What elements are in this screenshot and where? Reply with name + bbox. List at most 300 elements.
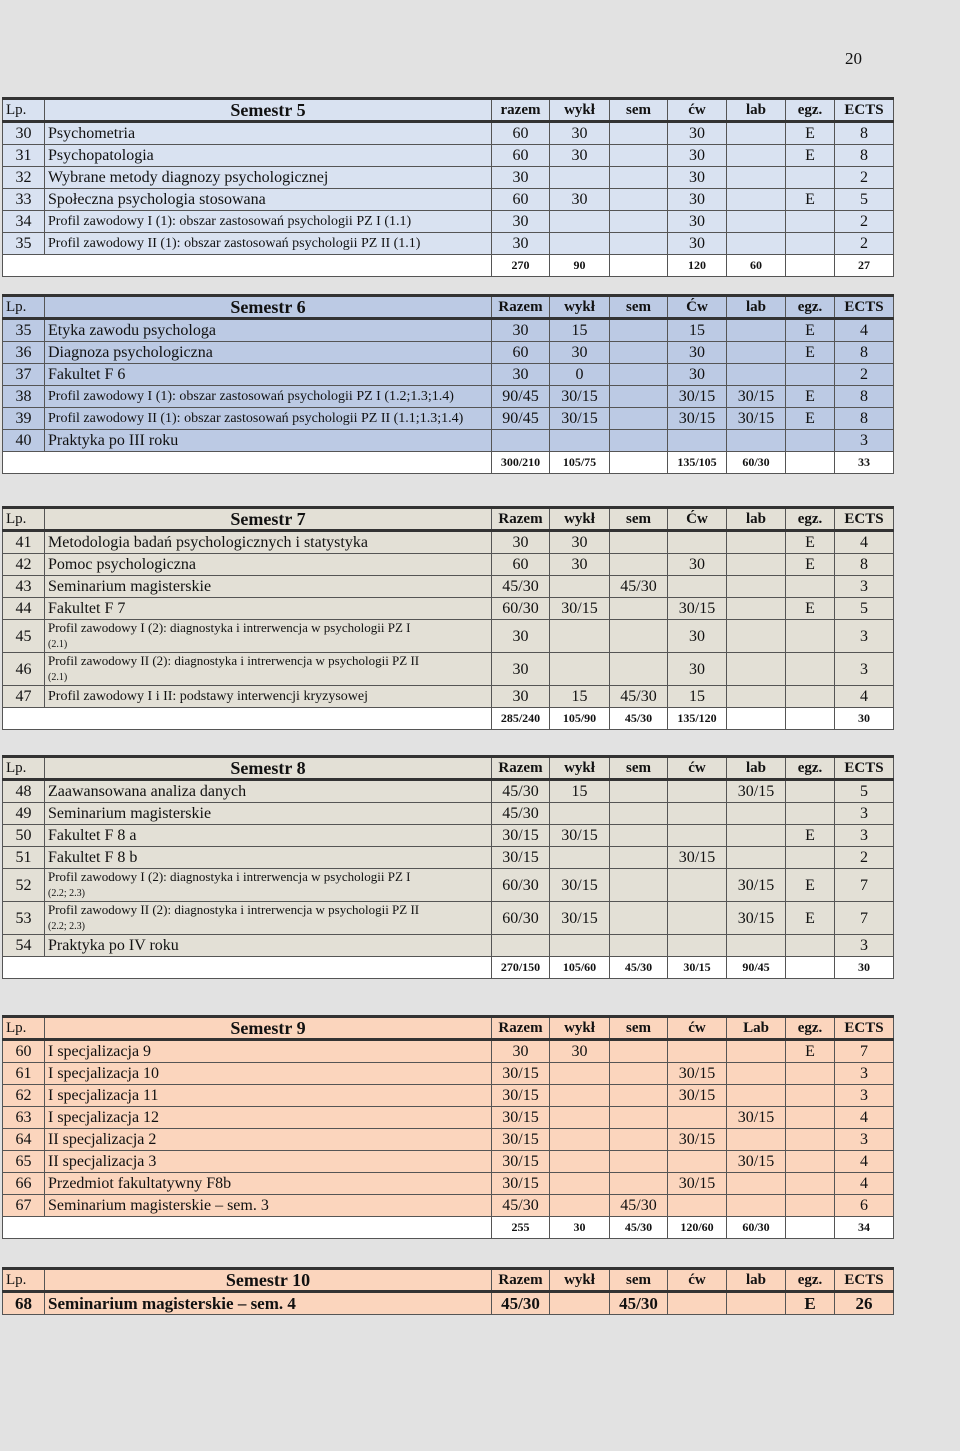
hours-cell: 30/15 — [668, 598, 727, 620]
course-name: Praktyka po IV roku — [45, 935, 492, 957]
course-name: I specjalizacja 10 — [45, 1063, 492, 1085]
hours-cell — [727, 122, 786, 145]
hours-cell — [550, 576, 610, 598]
row-number: 47 — [3, 686, 45, 708]
hours-cell — [668, 1151, 727, 1173]
hours-cell — [610, 342, 668, 364]
hours-cell: 15 — [668, 319, 727, 342]
hours-cell: E — [786, 408, 835, 430]
row-number: 63 — [3, 1107, 45, 1129]
hours-cell — [786, 686, 835, 708]
hours-cell: 8 — [835, 554, 894, 576]
hours-cell — [727, 364, 786, 386]
sum-cell: 120 — [668, 255, 727, 277]
sum-cell: 135/105 — [668, 452, 727, 474]
course-row — [3, 386, 894, 408]
hours-cell: 30 — [550, 145, 610, 167]
column-header: Ćw — [668, 508, 727, 531]
hours-cell — [610, 1085, 668, 1107]
course-row — [3, 935, 894, 957]
sum-cell — [786, 1217, 835, 1239]
course-name: Diagnoza psychologiczna — [45, 342, 492, 364]
hours-cell: 30 — [550, 1040, 610, 1063]
hours-cell — [786, 233, 835, 255]
course-row — [3, 167, 894, 189]
course-name: Fakultet F 6 — [45, 364, 492, 386]
hours-cell: 26 — [835, 1292, 894, 1315]
sum-cell: 45/30 — [610, 708, 668, 730]
column-header: wykł — [550, 757, 610, 780]
hours-cell: 30 — [492, 653, 550, 686]
hours-cell — [610, 1107, 668, 1129]
hours-cell — [610, 167, 668, 189]
hours-cell — [727, 1040, 786, 1063]
course-row — [3, 122, 894, 145]
column-header: wykł — [550, 296, 610, 319]
hours-cell: 8 — [835, 145, 894, 167]
course-name: Fakultet F 8 a — [45, 825, 492, 847]
course-row — [3, 1151, 894, 1173]
course-row — [3, 847, 894, 869]
row-number: 33 — [3, 189, 45, 211]
semester-8-table — [2, 755, 893, 979]
hours-cell: E — [786, 869, 835, 902]
hours-cell: E — [786, 386, 835, 408]
hours-cell — [727, 1195, 786, 1217]
hours-cell — [610, 408, 668, 430]
column-header: lab — [727, 757, 786, 780]
hours-cell — [786, 1063, 835, 1085]
course-row — [3, 620, 894, 653]
sum-cell: 30 — [550, 1217, 610, 1239]
hours-cell: E — [786, 902, 835, 935]
hours-cell — [727, 1173, 786, 1195]
hours-cell: 30 — [492, 364, 550, 386]
hours-cell: 0 — [550, 364, 610, 386]
column-header: Ćw — [668, 296, 727, 319]
hours-cell: 2 — [835, 847, 894, 869]
hours-cell: 30 — [492, 531, 550, 554]
hours-cell: 90/45 — [492, 386, 550, 408]
hours-cell: 2 — [835, 233, 894, 255]
hours-cell: 4 — [835, 686, 894, 708]
hours-cell: E — [786, 122, 835, 145]
hours-cell: 30/15 — [727, 408, 786, 430]
hours-cell — [492, 935, 550, 957]
hours-cell — [492, 430, 550, 452]
hours-cell — [786, 620, 835, 653]
column-header: ECTS — [835, 1017, 894, 1040]
column-header: sem — [610, 99, 668, 122]
hours-cell: 30/15 — [727, 1107, 786, 1129]
hours-cell: 45/30 — [610, 1195, 668, 1217]
column-header: egz. — [786, 508, 835, 531]
hours-cell: 4 — [835, 1173, 894, 1195]
hours-cell — [610, 935, 668, 957]
column-header: Razem — [492, 508, 550, 531]
semester-header-row — [3, 1269, 894, 1292]
semester-title: Semestr 8 — [45, 757, 492, 780]
hours-cell — [727, 620, 786, 653]
hours-cell: 30/15 — [668, 1173, 727, 1195]
hours-cell — [610, 554, 668, 576]
hours-cell — [550, 1129, 610, 1151]
course-row — [3, 554, 894, 576]
hours-cell: 30 — [668, 211, 727, 233]
hours-cell — [610, 902, 668, 935]
hours-cell — [550, 1085, 610, 1107]
hours-cell — [610, 364, 668, 386]
hours-cell — [668, 531, 727, 554]
hours-cell: 30/15 — [550, 408, 610, 430]
sum-cell: 105/90 — [550, 708, 610, 730]
hours-cell: 30/15 — [492, 825, 550, 847]
hours-cell: 5 — [835, 189, 894, 211]
hours-cell: 30/15 — [668, 386, 727, 408]
hours-cell — [727, 342, 786, 364]
hours-cell: 3 — [835, 803, 894, 825]
hours-cell: 2 — [835, 364, 894, 386]
course-row — [3, 1173, 894, 1195]
row-number: 44 — [3, 598, 45, 620]
row-number: 39 — [3, 408, 45, 430]
hours-cell — [550, 1107, 610, 1129]
hours-cell: 30/15 — [492, 1129, 550, 1151]
hours-cell — [727, 825, 786, 847]
hours-cell: 30 — [492, 233, 550, 255]
hours-cell — [727, 531, 786, 554]
hours-cell: 3 — [835, 935, 894, 957]
hours-cell — [727, 211, 786, 233]
column-header: ECTS — [835, 757, 894, 780]
column-header: razem — [492, 99, 550, 122]
hours-cell — [610, 211, 668, 233]
hours-cell — [610, 122, 668, 145]
hours-cell — [610, 1151, 668, 1173]
course-name: Fakultet F 7 — [45, 598, 492, 620]
course-name: I specjalizacja 11 — [45, 1085, 492, 1107]
hours-cell: 30 — [492, 167, 550, 189]
hours-cell — [786, 935, 835, 957]
sum-cell: 90 — [550, 255, 610, 277]
hours-cell: 4 — [835, 531, 894, 554]
hours-cell: 30 — [668, 189, 727, 211]
lp-header: Lp. — [3, 296, 45, 319]
lp-header: Lp. — [3, 757, 45, 780]
hours-cell: 4 — [835, 1107, 894, 1129]
course-name: Społeczna psychologia stosowana — [45, 189, 492, 211]
row-number: 31 — [3, 145, 45, 167]
hours-cell — [668, 1195, 727, 1217]
semester-header-row — [3, 296, 894, 319]
hours-cell — [610, 531, 668, 554]
hours-cell: 45/30 — [610, 686, 668, 708]
hours-cell — [727, 1085, 786, 1107]
semester-9-table — [2, 1015, 893, 1239]
hours-cell: 30/15 — [668, 1063, 727, 1085]
row-number: 51 — [3, 847, 45, 869]
hours-cell: 4 — [835, 1151, 894, 1173]
hours-cell — [786, 780, 835, 803]
semester-header-row — [3, 757, 894, 780]
sum-cell — [610, 255, 668, 277]
hours-cell: 90/45 — [492, 408, 550, 430]
hours-cell: 60 — [492, 145, 550, 167]
hours-cell — [786, 430, 835, 452]
column-header: lab — [727, 99, 786, 122]
course-name: Profil zawodowy I i II: podstawy interwencji kryzysowej — [45, 686, 492, 708]
row-number: 40 — [3, 430, 45, 452]
course-name: II specjalizacja 3 — [45, 1151, 492, 1173]
course-row — [3, 803, 894, 825]
semester-title: Semestr 9 — [45, 1017, 492, 1040]
sum-cell: 135/120 — [668, 708, 727, 730]
column-header: ECTS — [835, 508, 894, 531]
column-header: Lab — [727, 1017, 786, 1040]
hours-cell: 30 — [492, 1040, 550, 1063]
course-name: Profil zawodowy I (2): diagnostyka i intrerwencja w psychologii PZ I (2.1) — [45, 620, 492, 653]
hours-cell: 8 — [835, 386, 894, 408]
hours-cell: 7 — [835, 869, 894, 902]
column-header: ćw — [668, 1269, 727, 1292]
sum-cell: 270/150 — [492, 957, 550, 979]
course-name: Zaawansowana analiza danych — [45, 780, 492, 803]
hours-cell: 15 — [550, 686, 610, 708]
hours-cell: 8 — [835, 342, 894, 364]
sum-cell: 45/30 — [610, 1217, 668, 1239]
row-number: 38 — [3, 386, 45, 408]
column-header: wykł — [550, 1269, 610, 1292]
hours-cell — [668, 576, 727, 598]
sum-cell: 60/30 — [727, 1217, 786, 1239]
empty-cell — [3, 708, 45, 730]
hours-cell: 3 — [835, 430, 894, 452]
sum-cell: 30/15 — [668, 957, 727, 979]
empty-cell — [45, 1217, 492, 1239]
hours-cell — [727, 167, 786, 189]
hours-cell: 2 — [835, 211, 894, 233]
row-number: 49 — [3, 803, 45, 825]
row-number: 35 — [3, 233, 45, 255]
hours-cell — [550, 211, 610, 233]
row-number: 34 — [3, 211, 45, 233]
hours-cell — [786, 364, 835, 386]
row-number: 60 — [3, 1040, 45, 1063]
empty-cell — [3, 255, 45, 277]
hours-cell: E — [786, 1040, 835, 1063]
row-number: 48 — [3, 780, 45, 803]
course-name: Praktyka po III roku — [45, 430, 492, 452]
hours-cell — [668, 1040, 727, 1063]
course-name: Etyka zawodu psychologa — [45, 319, 492, 342]
hours-cell — [668, 780, 727, 803]
hours-cell: 30 — [492, 620, 550, 653]
hours-cell: E — [786, 342, 835, 364]
sum-cell: 30 — [835, 708, 894, 730]
hours-cell — [610, 825, 668, 847]
column-header: lab — [727, 296, 786, 319]
sum-cell: 60/30 — [727, 452, 786, 474]
hours-cell: 30/15 — [668, 408, 727, 430]
column-header: Razem — [492, 1017, 550, 1040]
course-name: Metodologia badań psychologicznych i statystyka — [45, 531, 492, 554]
hours-cell: 45/30 — [492, 1195, 550, 1217]
hours-cell — [727, 554, 786, 576]
sum-cell: 285/240 — [492, 708, 550, 730]
course-row — [3, 1063, 894, 1085]
hours-cell: 6 — [835, 1195, 894, 1217]
summary-row — [3, 708, 894, 730]
row-number: 54 — [3, 935, 45, 957]
row-number: 53 — [3, 902, 45, 935]
course-row — [3, 869, 894, 902]
page-number: 20 — [845, 49, 862, 68]
hours-cell — [550, 803, 610, 825]
hours-cell — [550, 620, 610, 653]
hours-cell — [727, 1292, 786, 1315]
hours-cell — [550, 430, 610, 452]
hours-cell: 8 — [835, 408, 894, 430]
sum-cell: 90/45 — [727, 957, 786, 979]
hours-cell — [610, 780, 668, 803]
hours-cell: 3 — [835, 653, 894, 686]
column-header: sem — [610, 1269, 668, 1292]
hours-cell: 30 — [492, 211, 550, 233]
course-name: Seminarium magisterskie – sem. 4 — [45, 1292, 492, 1315]
summary-row — [3, 957, 894, 979]
hours-cell — [786, 803, 835, 825]
hours-cell — [786, 1085, 835, 1107]
lp-header: Lp. — [3, 99, 45, 122]
hours-cell: 60/30 — [492, 902, 550, 935]
course-name: Profil zawodowy I (1): obszar zastosowań psychologii PZ I (1.2;1.3;1.4) — [45, 386, 492, 408]
hours-cell — [668, 803, 727, 825]
hours-cell: 30/15 — [492, 1085, 550, 1107]
hours-cell — [610, 1129, 668, 1151]
course-row — [3, 211, 894, 233]
row-number: 50 — [3, 825, 45, 847]
sum-cell: 105/75 — [550, 452, 610, 474]
hours-cell: 30 — [668, 653, 727, 686]
column-header: wykł — [550, 508, 610, 531]
course-row — [3, 233, 894, 255]
hours-cell: 60/30 — [492, 869, 550, 902]
hours-cell — [610, 803, 668, 825]
course-name: I specjalizacja 12 — [45, 1107, 492, 1129]
course-row — [3, 902, 894, 935]
hours-cell: 30 — [668, 233, 727, 255]
hours-cell: 45/30 — [610, 576, 668, 598]
course-row — [3, 780, 894, 803]
hours-cell: 7 — [835, 1040, 894, 1063]
course-row — [3, 1129, 894, 1151]
hours-cell — [786, 1107, 835, 1129]
empty-cell — [3, 957, 45, 979]
column-header: ECTS — [835, 99, 894, 122]
column-header: lab — [727, 508, 786, 531]
hours-cell — [727, 189, 786, 211]
course-row — [3, 598, 894, 620]
column-header: Razem — [492, 1269, 550, 1292]
hours-cell — [610, 653, 668, 686]
empty-cell — [45, 957, 492, 979]
course-row — [3, 145, 894, 167]
hours-cell: 30/15 — [550, 825, 610, 847]
hours-cell: 60/30 — [492, 598, 550, 620]
hours-cell — [550, 167, 610, 189]
hours-cell: E — [786, 1292, 835, 1315]
course-row — [3, 408, 894, 430]
sum-cell: 120/60 — [668, 1217, 727, 1239]
sum-cell — [727, 708, 786, 730]
hours-cell: 3 — [835, 1085, 894, 1107]
hours-cell — [668, 902, 727, 935]
hours-cell: E — [786, 825, 835, 847]
hours-cell: 45/30 — [492, 1292, 550, 1315]
summary-row — [3, 1217, 894, 1239]
sum-cell: 45/30 — [610, 957, 668, 979]
hours-cell: 4 — [835, 319, 894, 342]
sum-cell: 60 — [727, 255, 786, 277]
hours-cell: 30 — [550, 189, 610, 211]
empty-cell — [45, 708, 492, 730]
row-number: 52 — [3, 869, 45, 902]
semester-header-row — [3, 1017, 894, 1040]
sum-cell: 255 — [492, 1217, 550, 1239]
hours-cell — [668, 869, 727, 902]
hours-cell: 30/15 — [492, 847, 550, 869]
sum-cell: 34 — [835, 1217, 894, 1239]
hours-cell — [786, 1129, 835, 1151]
hours-cell — [610, 1173, 668, 1195]
semester-5-table — [2, 97, 893, 277]
hours-cell: 3 — [835, 1129, 894, 1151]
column-header: egz. — [786, 1017, 835, 1040]
course-name: Profil zawodowy I (2): diagnostyka i intrerwencja w psychologii PZ I (2.2; 2.3) — [45, 869, 492, 902]
hours-cell — [550, 1173, 610, 1195]
course-name: I specjalizacja 9 — [45, 1040, 492, 1063]
hours-cell: 30/15 — [492, 1063, 550, 1085]
hours-cell — [786, 653, 835, 686]
row-number: 43 — [3, 576, 45, 598]
row-number: 66 — [3, 1173, 45, 1195]
course-row — [3, 342, 894, 364]
row-number: 45 — [3, 620, 45, 653]
hours-cell: 45/30 — [492, 780, 550, 803]
empty-cell — [3, 1217, 45, 1239]
column-header: sem — [610, 1017, 668, 1040]
hours-cell — [786, 576, 835, 598]
hours-cell — [668, 430, 727, 452]
hours-cell — [610, 1063, 668, 1085]
column-header: ECTS — [835, 296, 894, 319]
hours-cell: 15 — [550, 319, 610, 342]
hours-cell: 30/15 — [550, 902, 610, 935]
course-row — [3, 576, 894, 598]
hours-cell — [610, 869, 668, 902]
column-header: Razem — [492, 296, 550, 319]
course-name: Pomoc psychologiczna — [45, 554, 492, 576]
row-number: 68 — [3, 1292, 45, 1315]
hours-cell: 30 — [668, 145, 727, 167]
course-name: Profil zawodowy II (2): diagnostyka i intrerwencja w psychologii PZ II (2.2; 2.3) — [45, 902, 492, 935]
hours-cell: 2 — [835, 167, 894, 189]
course-name: Psychometria — [45, 122, 492, 145]
hours-cell: 30/15 — [727, 902, 786, 935]
hours-cell — [550, 935, 610, 957]
hours-cell: 45/30 — [610, 1292, 668, 1315]
row-number: 30 — [3, 122, 45, 145]
